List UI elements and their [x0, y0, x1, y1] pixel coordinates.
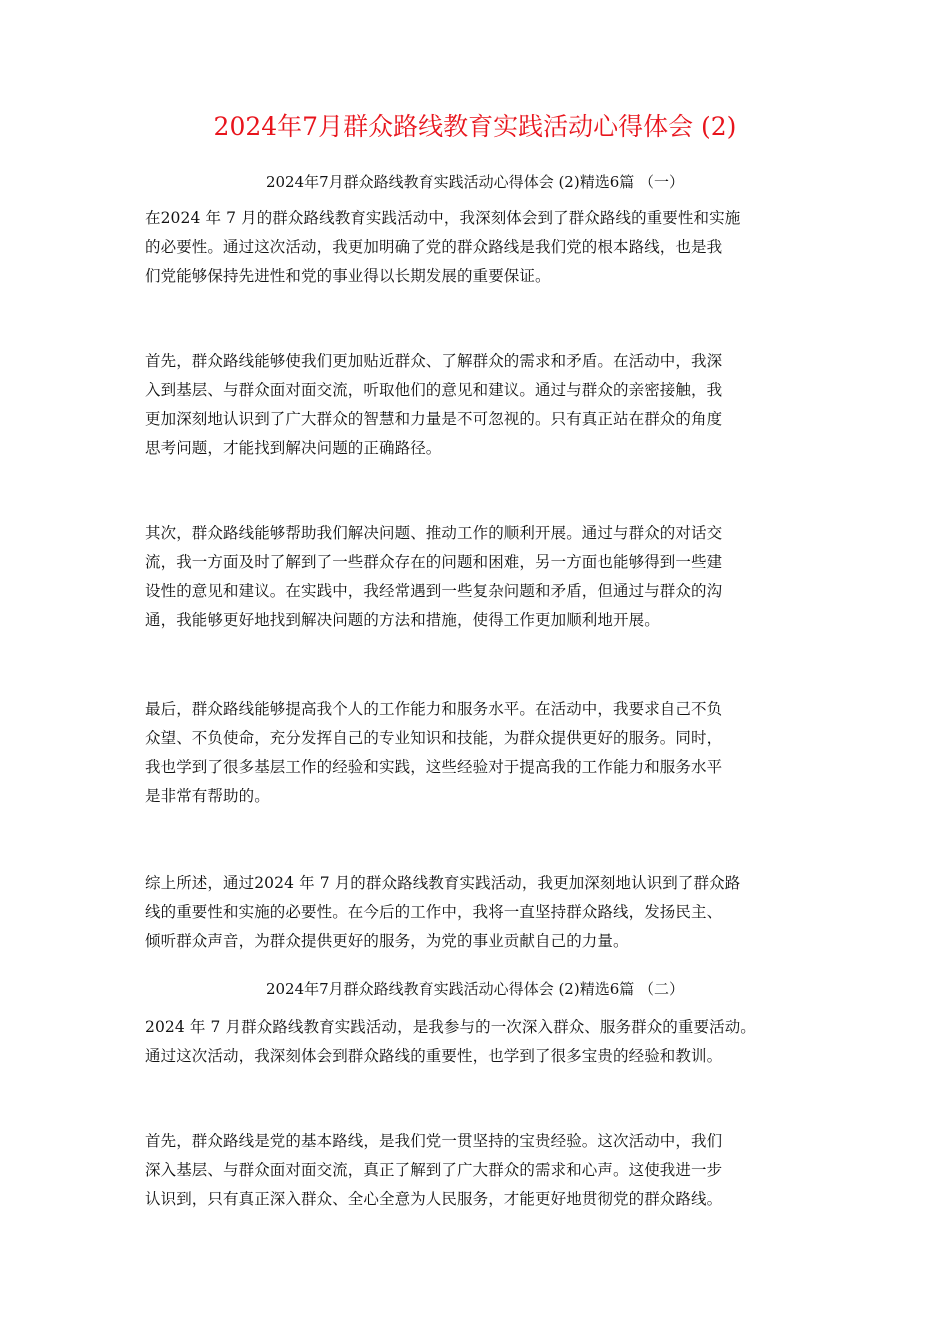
- paragraph-line: 入到基层、与群众面对面交流，听取他们的意见和建议。通过与群众的亲密接触，我: [145, 381, 723, 399]
- paragraph-line: 综上所述，通过2024 年 7 月的群众路线教育实践活动，我更加深刻地认识到了群众路: [145, 874, 741, 892]
- paragraph-line: 更加深刻地认识到了广大群众的智慧和力量是不可忽视的。只有真正站在群众的角度: [145, 410, 723, 428]
- paragraph: [145, 204, 825, 291]
- paragraph-line: 倾听群众声音，为群众提供更好的服务，为党的事业贡献自己的力量。: [145, 932, 629, 950]
- paragraph-line: 们党能够保持先进性和党的事业得以长期发展的重要保证。: [145, 267, 551, 285]
- paragraph-line: 在2024 年 7 月的群众路线教育实践活动中，我深刻体会到了群众路线的重要性和实施: [145, 209, 741, 227]
- paragraph-line: 流，我一方面及时了解到了一些群众存在的问题和困难，另一方面也能够得到一些建: [145, 553, 723, 571]
- paragraph-line: 我也学到了很多基层工作的经验和实践，这些经验对于提高我的工作能力和服务水平: [145, 758, 723, 776]
- paragraph: [145, 695, 825, 811]
- paragraph: [145, 869, 825, 956]
- document-title: 2024年7月群众路线教育实践活动心得体会 (2): [213, 112, 737, 141]
- paragraph: [145, 347, 825, 463]
- paragraph-line: 其次，群众路线能够帮助我们解决问题、推动工作的顺利开展。通过与群众的对话交: [145, 524, 723, 542]
- paragraph-line: 的必要性。通过这次活动，我更加明确了党的群众路线是我们党的根本路线，也是我: [145, 238, 723, 256]
- section-heading-2: 2024年7月群众路线教育实践活动心得体会 (2)精选6篇 （二）: [265, 980, 685, 998]
- paragraph: [145, 519, 825, 635]
- paragraph-line: 认识到，只有真正深入群众、全心全意为人民服务，才能更好地贯彻党的群众路线。: [145, 1190, 723, 1208]
- paragraph-line: 首先，群众路线是党的基本路线，是我们党一贯坚持的宝贵经验。这次活动中，我们: [145, 1132, 723, 1150]
- paragraph: [145, 1013, 825, 1071]
- paragraph-line: 设性的意见和建议。在实践中，我经常遇到一些复杂问题和矛盾，但通过与群众的沟: [145, 582, 723, 600]
- paragraph: [145, 1127, 825, 1214]
- paragraph-line: 思考问题，才能找到解决问题的正确路径。: [145, 439, 442, 457]
- paragraph-line: 众望、不负使命，充分发挥自己的专业知识和技能，为群众提供更好的服务。同时，: [145, 729, 723, 747]
- paragraph-line: 是非常有帮助的。: [145, 787, 270, 805]
- paragraph-line: 首先，群众路线能够使我们更加贴近群众、了解群众的需求和矛盾。在活动中，我深: [145, 352, 723, 370]
- paragraph-line: 2024 年 7 月群众路线教育实践活动，是我参与的一次深入群众、服务群众的重要活动。: [145, 1018, 756, 1036]
- paragraph-line: 通，我能够更好地找到解决问题的方法和措施，使得工作更加顺利地开展。: [145, 611, 660, 629]
- paragraph-line: 线的重要性和实施的必要性。在今后的工作中，我将一直坚持群众路线，发扬民主、: [145, 903, 723, 921]
- paragraph-line: 最后，群众路线能够提高我个人的工作能力和服务水平。在活动中，我要求自己不负: [145, 700, 723, 718]
- section-heading-1: 2024年7月群众路线教育实践活动心得体会 (2)精选6篇 （一）: [265, 173, 685, 191]
- paragraph-line: 深入基层、与群众面对面交流，真正了解到了广大群众的需求和心声。这使我进一步: [145, 1161, 723, 1179]
- paragraph-line: 通过这次活动，我深刻体会到群众路线的重要性，也学到了很多宝贵的经验和教训。: [145, 1047, 723, 1065]
